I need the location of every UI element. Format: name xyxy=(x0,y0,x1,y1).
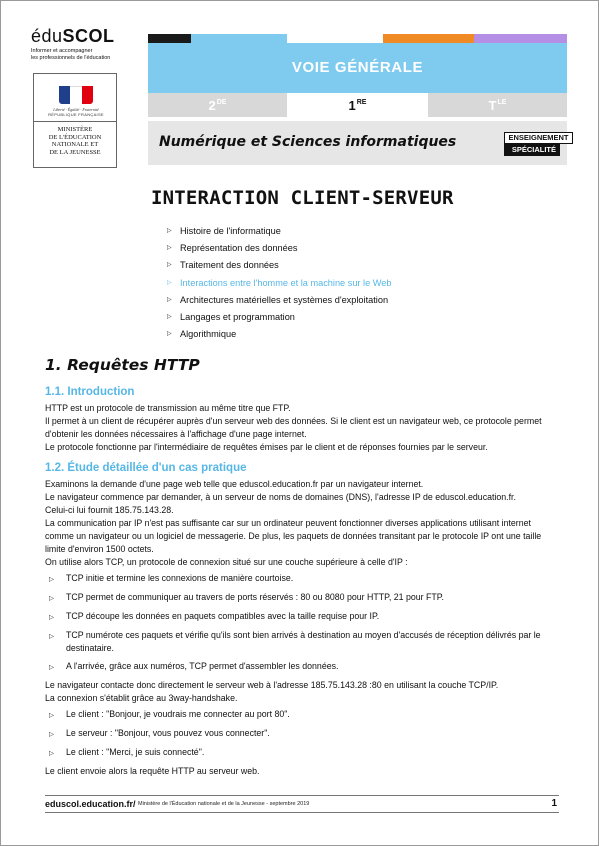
triangle-icon: ▷ xyxy=(49,712,54,719)
list-item: ▷ TCP découpe les données en paquets compatibles avec la taille requise pour IP. xyxy=(45,610,559,624)
triangle-icon: ▷ xyxy=(49,731,54,738)
ministry-logo xyxy=(33,73,117,168)
color-bar xyxy=(474,34,567,43)
level-premiere: 1 $^{RE}$ xyxy=(287,93,428,117)
subject-title: Numérique et Sciences informatiques xyxy=(159,134,457,150)
subsection-heading-case-study: 1.2. Étude détaillée d'un cas pratique xyxy=(45,462,247,474)
triangle-icon: ▷ xyxy=(167,279,172,286)
paragraph: Le client envoie alors la requête HTTP au serveur web. xyxy=(45,766,260,776)
paragraph: Le protocole fonctionne par l'intermédiaire de requêtes émises par le client et de réponses fournies par le serveur. xyxy=(45,442,488,452)
subject-banner xyxy=(148,121,567,165)
triangle-icon: ▷ xyxy=(167,262,172,269)
triangle-icon: ▷ xyxy=(167,228,172,235)
triangle-icon: ▷ xyxy=(167,245,172,252)
color-bar xyxy=(383,34,474,43)
subsection-heading-introduction: 1.1. Introduction xyxy=(45,386,135,398)
voie-label: VOIE GÉNÉRALE xyxy=(291,59,424,76)
color-bar xyxy=(287,34,383,43)
tcp-list xyxy=(45,572,559,674)
triangle-icon: ▷ xyxy=(49,614,54,621)
eduscol-wordmark: éduSCOL xyxy=(31,26,115,46)
handshake-list xyxy=(45,708,559,760)
triangle-icon: ▷ xyxy=(49,664,54,671)
list-item: ▷ TCP initie et termine les connexions de manière courtoise. xyxy=(45,572,559,586)
list-item: ▷ Le client : "Merci, je suis connecté". xyxy=(45,746,559,760)
paragraph: Le navigateur commence par demander, à un serveur de noms de domaines (DNS), l'adresse IP de eduscol.education.fr. xyxy=(45,492,516,502)
level-seconde: 2 $^{DE}$ xyxy=(148,93,287,117)
level-terminale: T $^{LE}$ xyxy=(428,93,567,117)
paragraph: La connexion s'établit grâce au 3way-handshake. xyxy=(45,693,238,703)
page-title: INTERACTION CLIENT-SERVEUR xyxy=(151,187,454,209)
page-number: 1 xyxy=(551,798,557,809)
paragraph: Examinons la demande d'une page web telle que eduscol.education.fr par un navigateur internet. xyxy=(45,479,424,489)
triangle-icon: ▷ xyxy=(167,314,172,321)
paragraph: HTTP est un protocole de transmission au même titre que FTP. xyxy=(45,403,291,413)
list-item: ▷ TCP permet de communiquer au travers de ports réservés : 80 ou 8080 pour HTTP, 21 pour FTP. xyxy=(45,591,559,605)
section-heading: 1. Requêtes HTTP xyxy=(45,356,200,374)
triangle-icon: ▷ xyxy=(49,633,54,640)
eduscol-tagline: Informer et accompagner les professionnels de l'éducation xyxy=(31,48,111,61)
list-item: ▷ Le serveur : "Bonjour, vous pouvez vous connecter". xyxy=(45,727,559,741)
paragraph: On utilise alors TCP, un protocole de connexion situé sur une couche supérieure à celle d'IP : xyxy=(45,557,408,567)
badge-enseignement: ENSEIGNEMENT xyxy=(504,132,573,144)
theme-list xyxy=(167,223,391,343)
marianne-emblem xyxy=(44,82,108,117)
triangle-icon: ▷ xyxy=(49,576,54,583)
theme-item: ▷ Histoire de l'informatique xyxy=(167,226,281,237)
footer-credit: Ministère de l'Éducation nationale et de la Jeunesse - septembre 2019 xyxy=(138,801,310,807)
paragraph: La communication par IP n'est pas suffisante car sur un ordinateur peuvent fonctionner diverses applications utilisant internet comme un navigateur ou un logiciel de messagerie. De plus, les paquets de données transitant par le protocole IP ont une taille limite d'environ 1500 octets. xyxy=(45,518,542,554)
triangle-icon: ▷ xyxy=(167,296,172,303)
theme-item: ▷ Langages et programmation xyxy=(167,312,295,323)
ministry-divider xyxy=(34,121,116,122)
republic-label: RÉPUBLIQUE FRANÇAISE xyxy=(48,112,104,117)
tricolor-flag-icon xyxy=(59,86,93,104)
color-bars xyxy=(148,34,567,43)
voie-band xyxy=(148,43,567,93)
level-selector xyxy=(148,93,567,117)
triangle-icon: ▷ xyxy=(49,595,54,602)
color-bar xyxy=(191,34,287,43)
list-item: ▷ TCP numérote ces paquets et vérifie qu'ils sont bien arrivés à destination au moyen d'accusés de réception délivrés par le destinataire. xyxy=(49,630,541,653)
theme-item: ▷ Architectures matérielles et systèmes d'exploitation xyxy=(167,294,389,305)
republic-motto: Liberté · Égalité · Fraternité xyxy=(53,107,99,112)
document-body xyxy=(45,356,559,778)
theme-item: ▷ Traitement des données xyxy=(167,260,279,271)
paragraph: Le navigateur contacte donc directement le serveur web à l'adresse 185.75.143.28 :80 en utilisant la couche TCP/IP. xyxy=(45,680,499,690)
color-bar xyxy=(148,34,191,43)
footer-site-link[interactable]: eduscol.education.fr/ xyxy=(45,799,136,809)
paragraph: Celui-ci lui fournit 185.75.143.28. xyxy=(45,505,174,515)
badge-specialite: SPÉCIALITÉ xyxy=(504,144,560,156)
ministry-name: MINISTÈRE DE L'ÉDUCATION NATIONALE ET DE LA JEUNESSE xyxy=(48,126,102,156)
list-item: ▷ A l'arrivée, grâce aux numéros, TCP permet d'assembler les données. xyxy=(45,660,559,674)
eduscol-logo[interactable] xyxy=(31,27,131,61)
page-footer xyxy=(45,795,559,813)
theme-item: ▷ Représentation des données xyxy=(167,243,298,254)
list-item: ▷ Le client : "Bonjour, je voudrais me connecter au port 80". xyxy=(45,708,559,722)
theme-item: ▷ Algorithmique xyxy=(167,329,237,340)
paragraph: Il permet à un client de récupérer auprès d'un serveur web des données. Si le client est un navigateur web, ce protocole permet d'obtenir les données nécessaires à l'affichage d'une page internet. xyxy=(45,416,542,439)
triangle-icon: ▷ xyxy=(49,750,54,757)
triangle-icon: ▷ xyxy=(167,331,172,338)
theme-item-active: ▷ Interactions entre l'homme et la machine sur le Web xyxy=(167,277,392,288)
